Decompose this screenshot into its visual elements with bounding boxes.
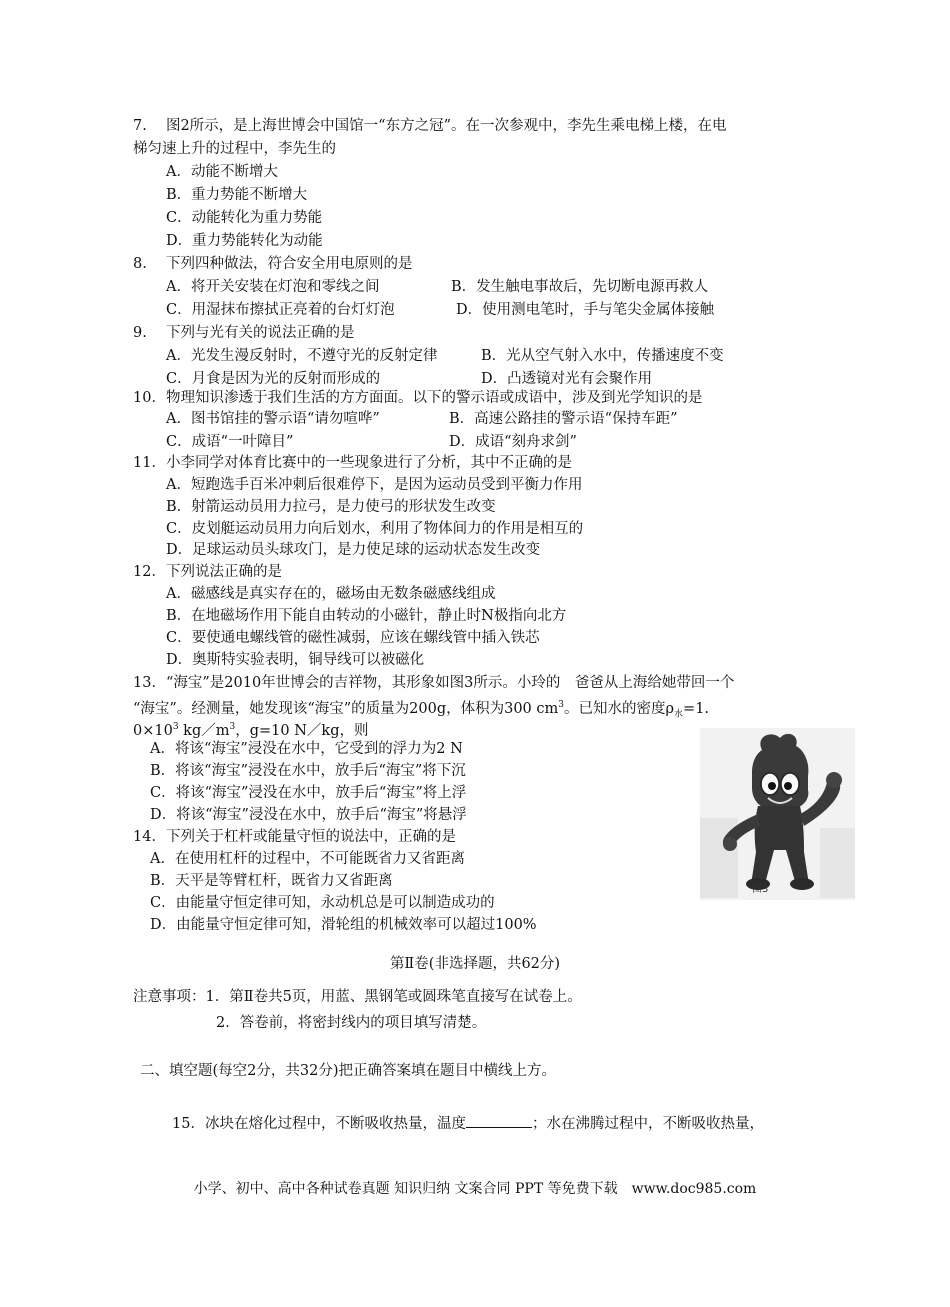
q13-stem-line1: 13．“海宝”是2010年世博会的吉祥物，其形象如图3所示。小玲的 爸爸从上海给她带回一个 [133,675,735,691]
haibao-mascot-icon [700,728,855,900]
q12-option-b: B．在地磁场作用下能自由转动的小磁针，静止时N极指向北方 [166,608,567,624]
q13-option-a: A．将该“海宝”浸没在水中，它受到的浮力为2 N [150,741,463,757]
figure-3-haibao [700,728,855,900]
q9-option-c: C．月食是因为光的反射而形成的 [166,371,381,387]
q15-text-after: ；水在沸腾过程中，不断吸收热量， [531,1116,764,1132]
q10-option-c: C．成语“一叶障目” [166,434,294,450]
page-footer: 小学、初中、高中各种试卷真题 知识归纳 文案合同 PPT 等免费下载 www.doc985.com [193,1181,757,1197]
q12-option-c: C．要使通电螺线管的磁性减弱，应该在螺线管中插入铁芯 [166,630,540,646]
q14-stem: 14．下列关于杠杆或能量守恒的说法中，正确的是 [133,829,456,845]
q9-option-d: D．凸透镜对光有会聚作用 [481,371,653,387]
q7-stem-line1: 7. 图2所示，是上海世博会中国馆一“东方之冠”。在一次参观中，李先生乘电梯上楼，在电 [133,118,727,134]
q10-stem: 10．物理知识渗透于我们生活的方方面面。以下的警示语或成语中，涉及到光学知识的是 [133,390,703,406]
q13-option-b: B．将该“海宝”浸没在水中，放手后“海宝”将下沉 [150,763,466,779]
q10-option-d: D．成语“刻舟求剑” [449,434,577,450]
q9-stem: 9. 下列与光有关的说法正确的是 [133,325,355,341]
q13-option-c: C．将该“海宝”浸没在水中，放手后“海宝”将上浮 [150,785,467,801]
q10-option-b: B．高速公路挂的警示语“保持车距” [449,411,678,427]
q13-density-value: =1. [683,700,710,717]
q12-option-d: D．奥斯特实验表明，铜导线可以被磁化 [166,652,425,668]
q14-option-b: B．天平是等臂杠杆，既省力又省距离 [150,873,393,889]
q13-density-exponent: 3 [172,722,179,732]
q13-density-text: 。已知水的密度ρ [564,700,675,717]
q13-option-d: D．将该“海宝”浸没在水中，放手后“海宝”将悬浮 [150,807,467,823]
q13-gravity-text: ，g=10 N／kg，则 [235,722,369,739]
q14-option-c: C．由能量守恒定律可知，永动机总是可以制造成功的 [150,895,495,911]
q15-stem [172,1113,764,1135]
q10-option-a: A．图书馆挂的警示语“请勿喧哗” [166,411,380,427]
q7-option-d: D．重力势能转化为动能 [166,233,323,249]
q14-option-a: A．在使用杠杆的过程中，不可能既省力又省距离 [150,851,465,867]
q11-option-b: B．射箭运动员用力拉弓，是力使弓的形状发生改变 [166,499,496,515]
q13-volume-exponent: 3 [558,700,564,710]
q13-stem-line2-text: “海宝”。经测量，她发现该“海宝”的质量为200g，体积为300 cm [133,700,559,717]
q11-option-a: A．短跑选手百米冲刺后很难停下，是因为运动员受到平衡力作用 [166,477,583,493]
q8-option-c: C．用湿抹布擦拭正亮着的台灯灯泡 [166,302,395,318]
q8-stem: 8. 下列四种做法，符合安全用电原则的是 [133,256,413,272]
section-fill-in-title: 二、填空题(每空2分，共32分)把正确答案填在题目中横线上方。 [140,1063,556,1079]
q11-stem: 11．小李同学对体育比赛中的一些现象进行了分析，其中不正确的是 [133,455,572,471]
q7-stem-line2: 梯匀速上升的过程中，李先生的 [133,141,336,157]
q8-option-a: A．将开关安装在灯泡和零线之间 [166,279,380,295]
q12-stem: 12．下列说法正确的是 [133,564,282,580]
figure-3-caption: 图3 [752,884,769,895]
q15-text-before: 15．冰块在熔化过程中，不断吸收热量，温度 [172,1116,466,1132]
part2-note-2: 2．答卷前，将密封线内的项目填写清楚。 [216,1015,487,1031]
q13-density-subscript: 水 [674,709,684,720]
q8-option-d: D．使用测电笔时，手与笔尖金属体接触 [456,302,715,318]
q7-option-c: C．动能转化为重力势能 [166,210,323,226]
q8-option-b: B．发生触电事故后，先切断电源再救人 [451,279,709,295]
part2-title: 第Ⅱ卷(非选择题，共62分) [389,956,561,972]
q11-option-c: C．皮划艇运动员用力向后划水，利用了物体间力的作用是相互的 [166,521,584,537]
q7-option-a: A．动能不断增大 [166,164,278,180]
q12-option-a: A．磁感线是真实存在的，磁场由无数条磁感线组成 [166,586,496,602]
q13-density-unit-exponent: 3 [229,722,236,732]
q7-option-b: B．重力势能不断增大 [166,187,308,203]
q15-answer-blank[interactable] [466,1113,532,1128]
q9-option-a: A．光发生漫反射时，不遵守光的反射定律 [166,348,438,364]
q9-option-b: B．光从空气射入水中，传播速度不变 [481,348,724,364]
q13-density-mantissa: 0×10 [133,722,173,739]
q11-option-d: D．足球运动员头球攻门，是力使足球的运动状态发生改变 [166,542,541,558]
q14-option-d: D．由能量守恒定律可知，滑轮组的机械效率可以超过100% [150,917,537,933]
q13-density-unit: kg／m [178,722,230,739]
part2-note-1: 注意事项：1．第Ⅱ卷共5页，用蓝、黑钢笔或圆珠笔直接写在试卷上。 [133,989,582,1005]
